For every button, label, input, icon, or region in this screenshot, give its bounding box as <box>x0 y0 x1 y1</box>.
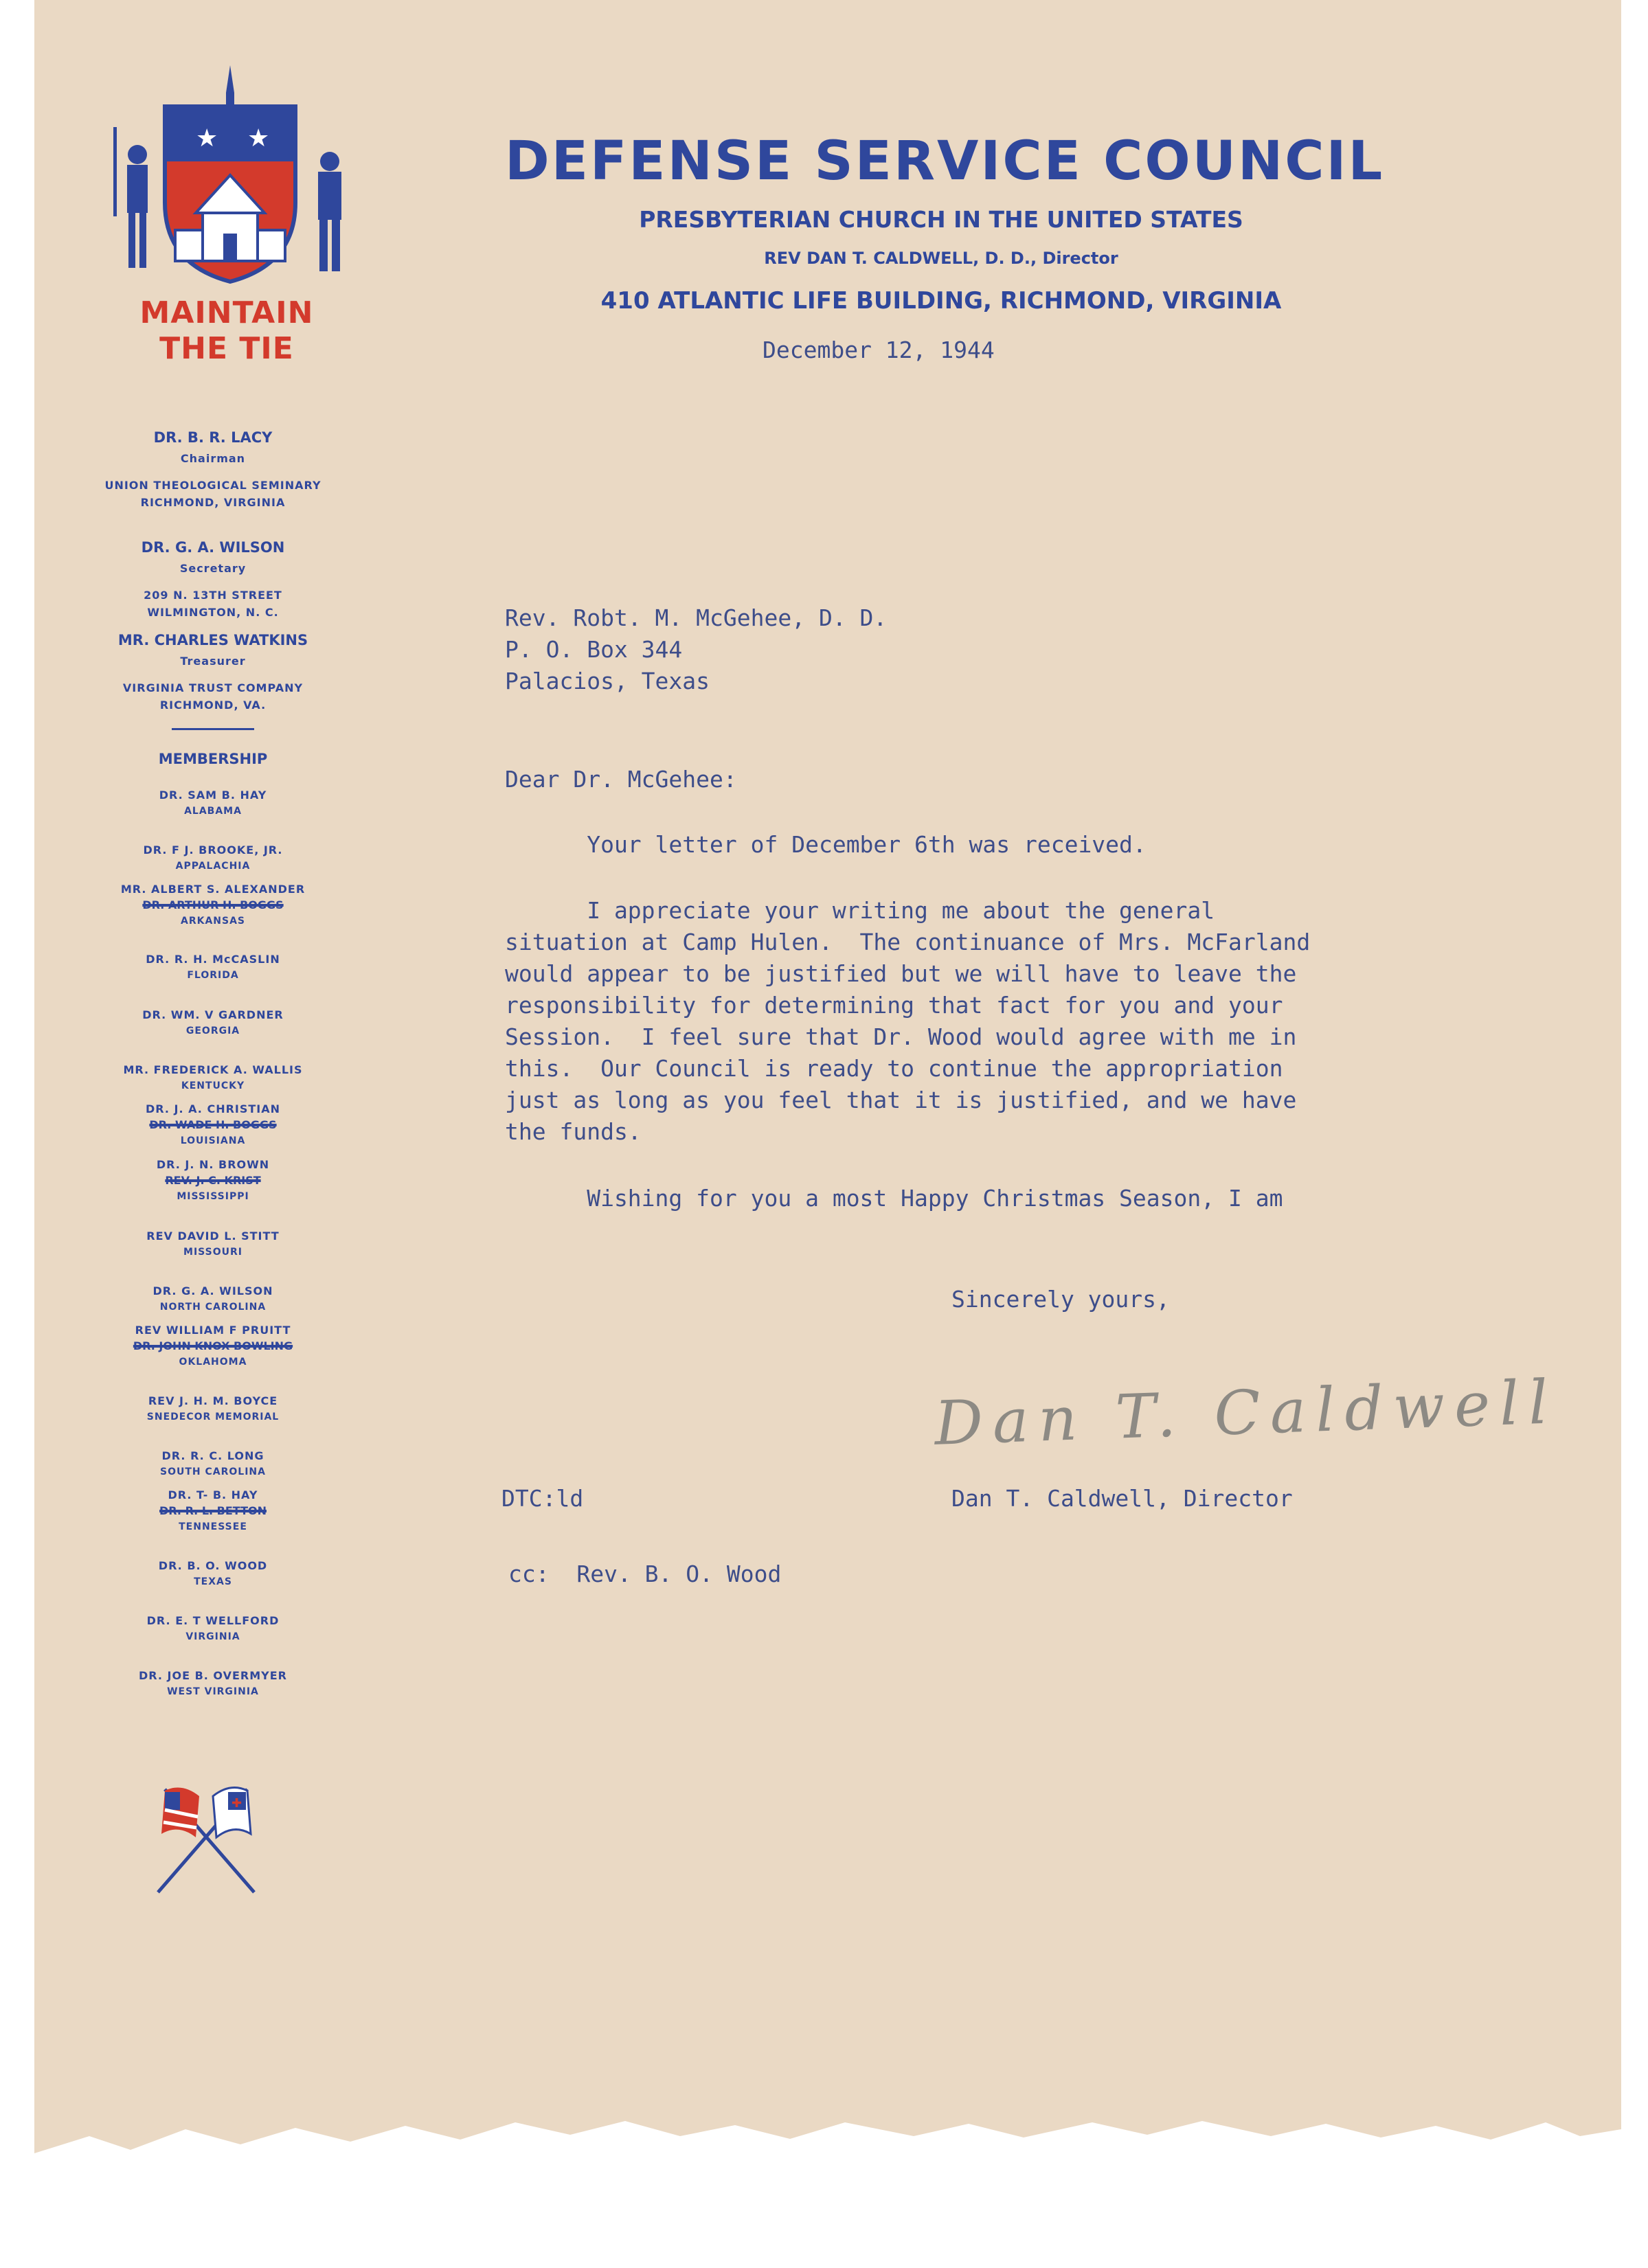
member-region: APPALACHIA <box>175 861 251 872</box>
member-name: DR. R. C. LONG <box>161 1449 264 1462</box>
member-name: DR. B. O. WOOD <box>158 1559 268 1572</box>
letter-paragraph-2-line: the funds. <box>505 1118 642 1145</box>
member-region: GEORGIA <box>185 1025 240 1036</box>
member-name: MR. ALBERT S. ALEXANDER <box>120 883 306 896</box>
officer-address-line: RICHMOND, VA. <box>159 699 267 712</box>
carbon-copy: cc: Rev. B. O. Wood <box>508 1561 782 1587</box>
letter-paragraph-2-line: would appear to be justified but we will have to leave the <box>505 960 1297 987</box>
recipient-line: Palacios, Texas <box>505 668 710 694</box>
member-name: DR. WM. V GARDNER <box>142 1008 284 1021</box>
member-struck-name: DR. JOHN KNOX BOWLING <box>133 1339 293 1352</box>
member-name: REV DAVID L. STITT <box>146 1229 280 1243</box>
closing: Sincerely yours, <box>951 1286 1170 1313</box>
letterhead-church: PRESBYTERIAN CHURCH IN THE UNITED STATES <box>639 206 1243 233</box>
salutation: Dear Dr. McGehee: <box>505 766 737 793</box>
letter-paragraph-1: Your letter of December 6th was received. <box>505 831 1147 858</box>
svg-text:✚: ✚ <box>232 1796 242 1811</box>
member-region: VIRGINIA <box>185 1631 240 1642</box>
member-name: REV J. H. M. BOYCE <box>148 1394 278 1407</box>
officer-name: MR. CHARLES WATKINS <box>117 632 308 648</box>
recipient-line: P. O. Box 344 <box>505 636 683 663</box>
member-region: MISSISSIPPI <box>177 1191 249 1202</box>
member-struck-name: REV. J. C. KRIST <box>165 1174 261 1187</box>
officer-address-line: UNION THEOLOGICAL SEMINARY <box>104 479 321 492</box>
member-name: DR. F J. BROOKE, JR. <box>143 843 283 857</box>
officer-role: Treasurer <box>180 655 246 668</box>
letter-date: December 12, 1944 <box>763 337 995 363</box>
member-region: FLORIDA <box>187 970 239 981</box>
member-region: KENTUCKY <box>181 1080 245 1091</box>
member-name: DR. E. T WELLFORD <box>146 1614 280 1627</box>
member-region: ALABAMA <box>184 806 242 817</box>
member-name: REV WILLIAM F PRUITT <box>135 1324 291 1337</box>
member-name: MR. FREDERICK A. WALLIS <box>123 1063 303 1076</box>
member-name: DR. J. N. BROWN <box>156 1158 270 1171</box>
letterhead-director: REV DAN T. CALDWELL, D. D., Director <box>764 249 1118 268</box>
member-region: SOUTH CAROLINA <box>160 1466 266 1477</box>
officer-address-line: WILMINGTON, N. C. <box>147 606 279 619</box>
handwritten-signature: Dan T. Caldwell <box>933 1366 1559 1459</box>
letter-paragraph-2-line: situation at Camp Hulen. The continuance of Mrs. McFarland <box>505 929 1311 955</box>
member-name: DR. T- B. HAY <box>168 1488 258 1501</box>
member-struck-name: DR. R. L. BETTON <box>159 1504 267 1517</box>
officer-address-line: 209 N. 13TH STREET <box>144 589 282 602</box>
member-name: DR. R. H. McCASLIN <box>146 953 280 966</box>
typist-initials: DTC:ld <box>501 1485 584 1512</box>
letter-paragraph-2-line: just as long as you feel that it is justified, and we have <box>505 1087 1297 1113</box>
member-struck-name: DR. ARTHUR H. BOGGS <box>142 898 284 911</box>
emblem-slogan-line-2: THE TIE <box>159 331 294 366</box>
signer-name: Dan T. Caldwell, Director <box>951 1485 1293 1512</box>
letter-paragraph-3: Wishing for you a most Happy Christmas Season, I am <box>505 1185 1283 1212</box>
officer-role: Chairman <box>180 452 246 465</box>
member-region: OKLAHOMA <box>179 1357 247 1368</box>
crossed-flags-icon <box>144 1782 268 1896</box>
sidebar-divider <box>172 728 254 730</box>
sidebar-roster <box>69 0 357 2061</box>
member-region: WEST VIRGINIA <box>167 1686 259 1697</box>
emblem-slogan-line-1: MAINTAIN <box>139 295 314 330</box>
member-region: MISSOURI <box>183 1247 242 1258</box>
officer-name: DR. B. R. LACY <box>153 429 273 446</box>
member-region: LOUISIANA <box>180 1135 246 1146</box>
member-region: SNEDECOR MEMORIAL <box>146 1411 280 1422</box>
recipient-line: Rev. Robt. M. McGehee, D. D. <box>505 604 888 631</box>
svg-text:★: ★ <box>247 124 270 152</box>
member-name: DR. JOE B. OVERMYER <box>138 1669 287 1682</box>
member-region: TENNESSEE <box>179 1521 247 1532</box>
letter-paragraph-2-line: this. Our Council is ready to continue the appropriation <box>505 1055 1283 1082</box>
officer-role: Secretary <box>179 562 247 575</box>
member-name: DR. G. A. WILSON <box>153 1284 273 1297</box>
member-region: ARKANSAS <box>180 916 246 927</box>
member-region: TEXAS <box>194 1576 232 1587</box>
member-name: DR. SAM B. HAY <box>159 789 267 802</box>
torn-paper-edge <box>34 2088 1621 2164</box>
member-region: NORTH CAROLINA <box>159 1302 267 1313</box>
membership-heading: MEMBERSHIP <box>158 751 268 767</box>
member-struck-name: DR. WADE H. BOGGS <box>149 1118 277 1131</box>
officer-address-line: RICHMOND, VIRGINIA <box>140 496 286 509</box>
letter-paragraph-2-line: responsibility for determining that fact for you and your <box>505 992 1283 1019</box>
letterhead-title: DEFENSE SERVICE COUNCIL <box>505 131 1385 192</box>
officer-name: DR. G. A. WILSON <box>141 539 285 556</box>
letterhead-address: 410 ATLANTIC LIFE BUILDING, RICHMOND, VIRGINIA <box>600 287 1282 315</box>
svg-text:★: ★ <box>196 124 218 152</box>
officer-address-line: VIRGINIA TRUST COMPANY <box>122 681 304 694</box>
letter-paragraph-2-line: I appreciate your writing me about the general <box>505 897 1215 924</box>
letter-sheet <box>34 0 1621 2116</box>
member-name: DR. J. A. CHRISTIAN <box>145 1102 281 1115</box>
letter-paragraph-2-line: Session. I feel sure that Dr. Wood would agree with me in <box>505 1023 1297 1050</box>
